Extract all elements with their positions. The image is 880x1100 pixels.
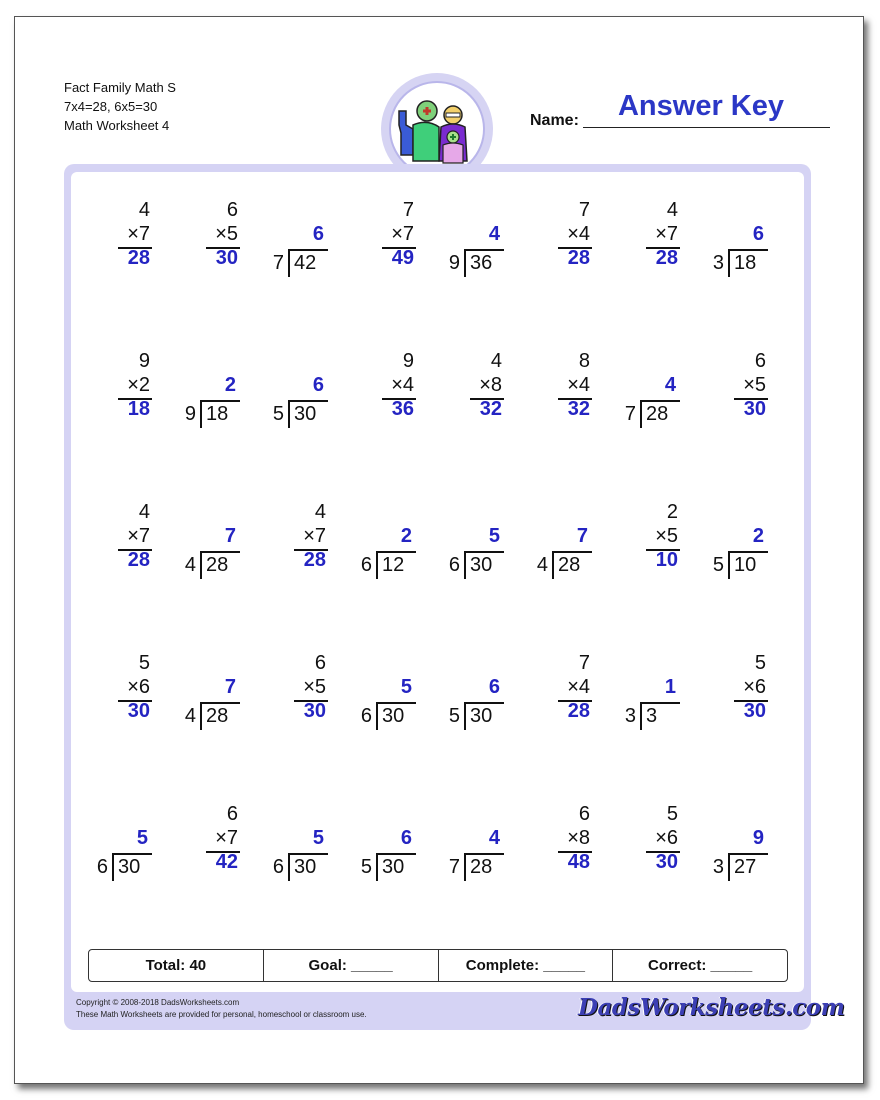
dadsworksheets-logo[interactable]: DadsWorksheets.com bbox=[578, 994, 845, 1021]
factor-top: 8 bbox=[578, 350, 590, 372]
answer-value: 30 bbox=[655, 851, 678, 873]
dividend-value: 36 bbox=[470, 252, 493, 274]
quotient-value: 4 bbox=[488, 223, 500, 245]
quotient-value: 6 bbox=[752, 223, 764, 245]
divisor-value: 4 bbox=[536, 554, 548, 576]
multiplication-problem bbox=[166, 802, 250, 886]
factor-top: 4 bbox=[490, 350, 502, 372]
factor-top: 7 bbox=[402, 199, 414, 221]
factor-top: 4 bbox=[138, 501, 150, 523]
division-problem bbox=[518, 500, 602, 584]
dividend-value: 30 bbox=[294, 403, 317, 425]
complete-field[interactable]: Complete: _____ bbox=[439, 950, 614, 981]
quotient-value: 6 bbox=[312, 223, 324, 245]
quotient-value: 6 bbox=[400, 827, 412, 849]
worksheet-title: Fact Family Math S bbox=[64, 80, 176, 95]
division-problem bbox=[78, 802, 162, 886]
name-label: Name: bbox=[530, 112, 579, 129]
score-bar bbox=[88, 949, 788, 982]
factor-top: 5 bbox=[666, 803, 678, 825]
factor-top: 6 bbox=[314, 652, 326, 674]
dividend-value: 30 bbox=[382, 856, 405, 878]
division-problem bbox=[254, 802, 338, 886]
dividend-value: 10 bbox=[734, 554, 757, 576]
factor-top: 5 bbox=[138, 652, 150, 674]
answer-value: 18 bbox=[127, 398, 150, 420]
division-problem bbox=[342, 802, 426, 886]
quotient-value: 5 bbox=[400, 676, 412, 698]
name-field-line[interactable] bbox=[583, 127, 830, 128]
quotient-value: 2 bbox=[400, 525, 412, 547]
dividend-value: 27 bbox=[734, 856, 757, 878]
quotient-value: 4 bbox=[664, 374, 676, 396]
multiplication-problem bbox=[694, 651, 778, 735]
factor-top: 5 bbox=[754, 652, 766, 674]
factor-bottom: ×6 bbox=[743, 676, 766, 698]
factor-bottom: ×7 bbox=[655, 223, 678, 245]
divisor-value: 6 bbox=[360, 705, 372, 727]
factor-bottom: ×4 bbox=[391, 374, 414, 396]
factor-top: 7 bbox=[578, 652, 590, 674]
division-problem bbox=[430, 198, 514, 282]
divisor-value: 6 bbox=[360, 554, 372, 576]
divisor-value: 4 bbox=[184, 705, 196, 727]
problems-frame bbox=[64, 164, 845, 1030]
factor-top: 6 bbox=[578, 803, 590, 825]
answer-value: 30 bbox=[303, 700, 326, 722]
multiplication-problem bbox=[518, 802, 602, 886]
dividend-value: 28 bbox=[206, 705, 229, 727]
division-problem bbox=[254, 349, 338, 433]
division-problem bbox=[606, 349, 690, 433]
worksheet-subtitle: Math Worksheet 4 bbox=[64, 118, 170, 133]
quotient-value: 6 bbox=[312, 374, 324, 396]
division-problem bbox=[166, 349, 250, 433]
division-problem bbox=[694, 802, 778, 886]
divisor-value: 5 bbox=[712, 554, 724, 576]
multiplication-problem bbox=[694, 349, 778, 433]
quotient-value: 5 bbox=[136, 827, 148, 849]
divisor-value: 9 bbox=[184, 403, 196, 425]
factor-top: 4 bbox=[666, 199, 678, 221]
dividend-value: 42 bbox=[294, 252, 317, 274]
total-count: Total: 40 bbox=[89, 950, 264, 981]
copyright-text: Copyright © 2008-2018 DadsWorksheets.com bbox=[76, 998, 240, 1007]
multiplication-problem bbox=[254, 500, 338, 584]
factor-top: 9 bbox=[138, 350, 150, 372]
answer-value: 42 bbox=[215, 851, 238, 873]
quotient-value: 7 bbox=[224, 676, 236, 698]
divisor-value: 7 bbox=[624, 403, 636, 425]
division-problem bbox=[254, 198, 338, 282]
quotient-value: 2 bbox=[224, 374, 236, 396]
answer-value: 30 bbox=[743, 398, 766, 420]
factor-top: 6 bbox=[754, 350, 766, 372]
quotient-value: 7 bbox=[576, 525, 588, 547]
division-problem bbox=[166, 651, 250, 735]
divisor-value: 3 bbox=[712, 856, 724, 878]
factor-bottom: ×5 bbox=[215, 223, 238, 245]
dividend-value: 12 bbox=[382, 554, 405, 576]
divisor-value: 3 bbox=[624, 705, 636, 727]
factor-top: 2 bbox=[666, 501, 678, 523]
multiplication-problem bbox=[342, 198, 426, 282]
division-problem bbox=[694, 198, 778, 282]
division-problem bbox=[342, 500, 426, 584]
factor-bottom: ×5 bbox=[743, 374, 766, 396]
multiplication-problem bbox=[78, 500, 162, 584]
multiplication-problem bbox=[78, 198, 162, 282]
answer-value: 32 bbox=[479, 398, 502, 420]
multiplication-problem bbox=[606, 802, 690, 886]
factor-bottom: ×6 bbox=[655, 827, 678, 849]
dividend-value: 28 bbox=[470, 856, 493, 878]
answer-value: 10 bbox=[655, 549, 678, 571]
answer-value: 30 bbox=[127, 700, 150, 722]
footer-notice bbox=[76, 997, 367, 1021]
factor-bottom: ×7 bbox=[303, 525, 326, 547]
divisor-value: 5 bbox=[360, 856, 372, 878]
division-problem bbox=[430, 500, 514, 584]
answer-value: 28 bbox=[567, 700, 590, 722]
answer-value: 28 bbox=[655, 247, 678, 269]
multiplication-problem bbox=[430, 349, 514, 433]
factor-bottom: ×8 bbox=[567, 827, 590, 849]
factor-top: 4 bbox=[138, 199, 150, 221]
factor-bottom: ×4 bbox=[567, 223, 590, 245]
multiplication-problem bbox=[254, 651, 338, 735]
factor-bottom: ×7 bbox=[391, 223, 414, 245]
factor-bottom: ×7 bbox=[127, 525, 150, 547]
dividend-value: 30 bbox=[294, 856, 317, 878]
divisor-value: 5 bbox=[448, 705, 460, 727]
answer-value: 28 bbox=[127, 549, 150, 571]
multiplication-problem bbox=[342, 349, 426, 433]
multiplication-problem bbox=[606, 500, 690, 584]
quotient-value: 7 bbox=[224, 525, 236, 547]
factor-top: 6 bbox=[226, 199, 238, 221]
usage-notice: These Math Worksheets are provided for personal, homeschool or classroom use. bbox=[76, 1010, 367, 1019]
answer-value: 28 bbox=[127, 247, 150, 269]
quotient-value: 4 bbox=[488, 827, 500, 849]
dividend-value: 30 bbox=[118, 856, 141, 878]
dividend-value: 30 bbox=[470, 705, 493, 727]
divisor-value: 6 bbox=[272, 856, 284, 878]
dividend-value: 3 bbox=[646, 705, 658, 727]
multiplication-problem bbox=[606, 198, 690, 282]
answer-key-label: Answer Key bbox=[617, 90, 784, 122]
multiplication-problem bbox=[518, 349, 602, 433]
factor-bottom: ×2 bbox=[127, 374, 150, 396]
factor-bottom: ×4 bbox=[567, 374, 590, 396]
worksheet-header bbox=[64, 78, 176, 135]
answer-value: 49 bbox=[391, 247, 414, 269]
dividend-value: 30 bbox=[470, 554, 493, 576]
dividend-value: 28 bbox=[646, 403, 669, 425]
division-problem bbox=[430, 802, 514, 886]
dividend-value: 30 bbox=[382, 705, 405, 727]
answer-value: 36 bbox=[391, 398, 414, 420]
dividend-value: 28 bbox=[558, 554, 581, 576]
dividend-value: 18 bbox=[206, 403, 229, 425]
divisor-value: 5 bbox=[272, 403, 284, 425]
divisor-value: 4 bbox=[184, 554, 196, 576]
divisor-value: 7 bbox=[448, 856, 460, 878]
multiplication-problem bbox=[518, 651, 602, 735]
correct-field[interactable]: Correct: _____ bbox=[648, 957, 753, 974]
factor-top: 7 bbox=[578, 199, 590, 221]
divisor-value: 3 bbox=[712, 252, 724, 274]
multiplication-problem bbox=[166, 198, 250, 282]
quotient-value: 6 bbox=[488, 676, 500, 698]
quotient-value: 1 bbox=[664, 676, 676, 698]
divisor-value: 6 bbox=[96, 856, 108, 878]
multiplication-problem bbox=[78, 349, 162, 433]
factor-bottom: ×5 bbox=[655, 525, 678, 547]
dividend-value: 18 bbox=[734, 252, 757, 274]
factor-top: 9 bbox=[402, 350, 414, 372]
worksheet-facts: 7x4=28, 6x5=30 bbox=[64, 99, 158, 114]
factor-top: 4 bbox=[314, 501, 326, 523]
division-problem bbox=[166, 500, 250, 584]
factor-bottom: ×5 bbox=[303, 676, 326, 698]
factor-bottom: ×8 bbox=[479, 374, 502, 396]
multiplication-problem bbox=[518, 198, 602, 282]
quotient-value: 5 bbox=[312, 827, 324, 849]
division-problem bbox=[342, 651, 426, 735]
division-problem bbox=[606, 651, 690, 735]
quotient-value: 5 bbox=[488, 525, 500, 547]
divisor-value: 6 bbox=[448, 554, 460, 576]
goal-field[interactable]: Goal: _____ bbox=[264, 950, 439, 981]
answer-value: 30 bbox=[215, 247, 238, 269]
dividend-value: 28 bbox=[206, 554, 229, 576]
factor-bottom: ×7 bbox=[127, 223, 150, 245]
factor-top: 6 bbox=[226, 803, 238, 825]
answer-value: 28 bbox=[303, 549, 326, 571]
answer-value: 30 bbox=[743, 700, 766, 722]
division-problem bbox=[694, 500, 778, 584]
answer-value: 28 bbox=[567, 247, 590, 269]
answer-value: 48 bbox=[567, 851, 590, 873]
factor-bottom: ×7 bbox=[215, 827, 238, 849]
answer-value: 32 bbox=[567, 398, 590, 420]
factor-bottom: ×4 bbox=[567, 676, 590, 698]
divisor-value: 9 bbox=[448, 252, 460, 274]
quotient-value: 2 bbox=[752, 525, 764, 547]
divisor-value: 7 bbox=[272, 252, 284, 274]
multiplication-problem bbox=[78, 651, 162, 735]
factor-bottom: ×6 bbox=[127, 676, 150, 698]
quotient-value: 9 bbox=[752, 827, 764, 849]
division-problem bbox=[430, 651, 514, 735]
